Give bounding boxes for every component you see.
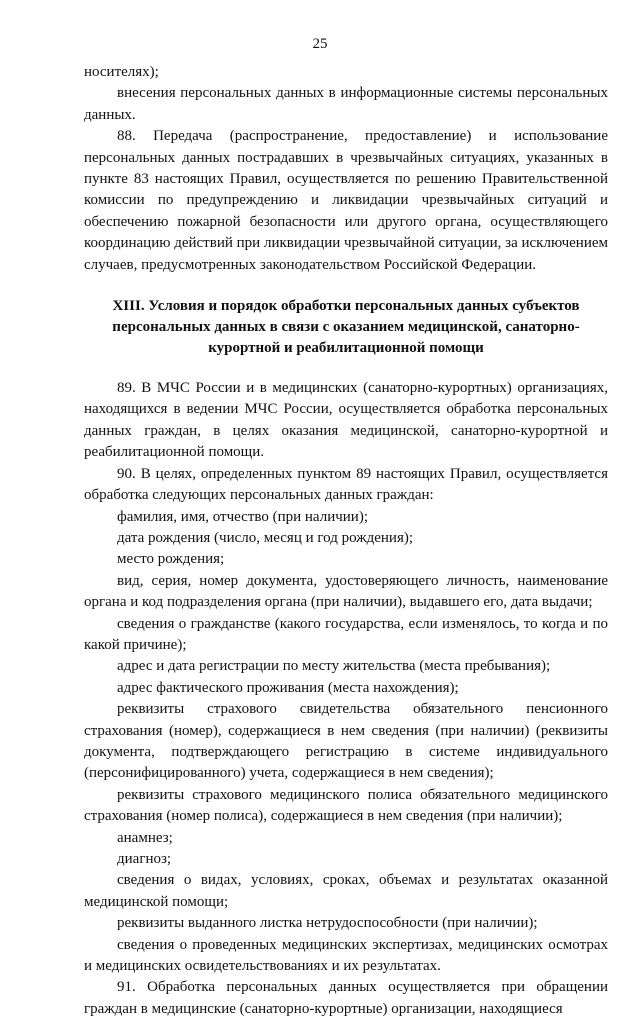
personal-data-list (84, 507, 608, 978)
list-item: реквизиты выданного листка нетрудоспособности (при наличии); (117, 915, 538, 932)
list-item: адрес и дата регистрации по месту жительства (места пребывания); (117, 658, 551, 675)
list-item: адрес фактического проживания (места нахождения); (117, 679, 459, 696)
paragraph-90: 90. В целях, определенных пунктом 89 настоящих Правил, осуществляется обработка следующих персональных данных граждан: (84, 465, 608, 504)
continuation-item: внесения персональных данных в информационные системы персональных данных. (84, 85, 608, 123)
page-number: 25 (312, 36, 328, 52)
list-item: сведения о гражданстве (какого государства, если изменялось, то когда и по какой причине); (84, 615, 608, 653)
paragraph-91: 91. Обработка персональных данных осуществляется при обращении граждан в медицинские (санаторно-курортные) организации, находящиеся (84, 979, 608, 1017)
paragraph-89: 89. В МЧС России и в медицинских (санаторно-курортных) организациях, находящихся в ведении МЧС России, осуществляется обработка персональных данных граждан, в целях оказания медицинской, санаторно-курортной и реабилитационной помощи. (84, 380, 608, 461)
list-item: сведения о видах, условиях, сроках, объемах и результатах оказанной медицинской помощи; (84, 872, 608, 910)
list-item: дата рождения (число, месяц и год рождения); (117, 529, 414, 546)
document-body (84, 62, 608, 1020)
list-item: анамнез; (117, 829, 173, 846)
paragraph-88: 88. Передача (распространение, предоставление) и использование персональных данных пострадавших в чрезвычайных ситуациях, указанных в пункте 83 настоящих Правил, осуществляется по решению Правительственной комиссии по предупреждению и ликвидации чрезвычайных ситуаций и обеспечению пожарной безопасности или другого органа, осуществляющего координацию действий при ликвидации чрезвычайной ситуации, за исключением случаев, предусмотренных законодательством Российской Федерации. (84, 128, 608, 273)
section-heading: XIII. Условия и порядок обработки персональных данных субъектов персональных данных в связи с оказанием медицинской, санаторно-курортной и реабилитационной помощи (112, 298, 580, 357)
list-item: реквизиты страхового свидетельства обязательного пенсионного страхования (номер), содержащиеся в нем сведения (при наличии) (реквизиты документа, подтверждающего регистрацию в системе индивидуального (персонифицированного) учета, содержащиеся в нем сведения); (84, 701, 608, 782)
list-item: диагноз; (117, 851, 172, 867)
list-item: фамилия, имя, отчество (при наличии); (117, 508, 368, 525)
list-item: место рождения; (117, 551, 225, 568)
list-item: реквизиты страхового медицинского полиса обязательного медицинского страхования (номер полиса), содержащиеся в нем сведения (при наличии); (84, 786, 608, 825)
list-item: вид, серия, номер документа, удостоверяющего личность, наименование органа и код подразделения органа (при наличии), выдавшего его, дата выдачи; (84, 572, 608, 611)
list-item: сведения о проведенных медицинских экспертизах, медицинских осмотрах и медицинских освидетельствованиях и их результатах. (84, 936, 608, 975)
continuation-text: носителях); (84, 64, 159, 80)
